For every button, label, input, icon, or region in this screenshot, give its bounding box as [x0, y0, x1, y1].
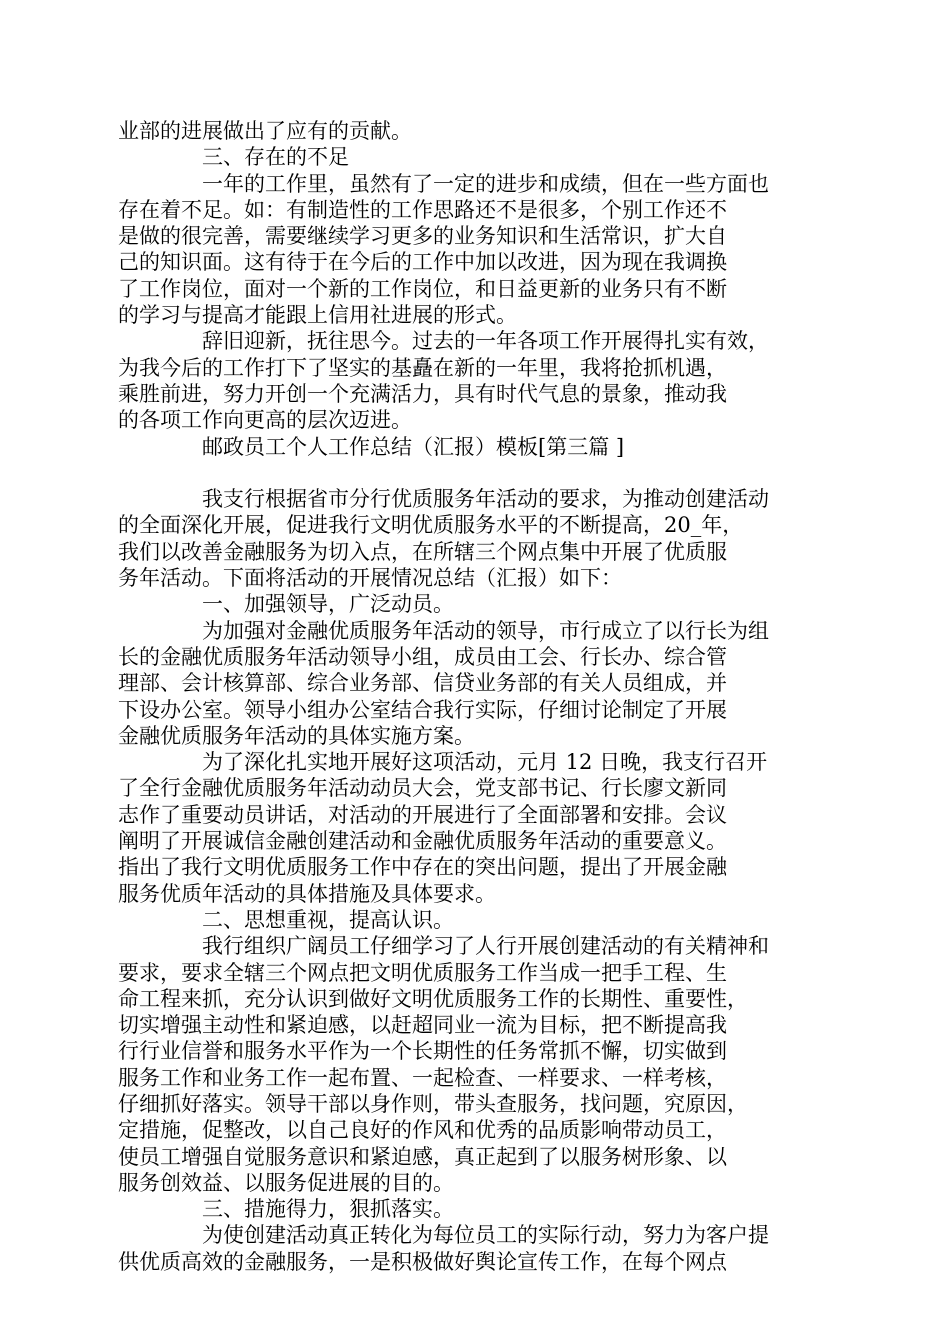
- text-line: 己的知识面。这有待于在今后的工作中加以改进，因为现在我调换: [118, 250, 727, 275]
- text-line: 使员工增强自觉服务意识和紧迫感，真正起到了以服务树形象、以: [118, 1144, 727, 1169]
- text-line: 了全行金融优质服务年活动动员大会，党支部书记、行长廖文新同: [118, 776, 727, 801]
- text-line: 定措施，促整改，以自己良好的作风和优秀的品质影响带动员工，: [118, 1118, 727, 1143]
- blank-line: [118, 460, 808, 486]
- text-line: 我行组织广阔员工仔细学习了人行开展创建活动的有关精神和: [202, 934, 769, 959]
- text-line: 为加强对金融优质服务年活动的领导，市行成立了以行长为组: [202, 618, 769, 643]
- text-line: 长的金融优质服务年活动领导小组，成员由工会、行长办、综合管: [118, 644, 727, 669]
- text-line: 一年的工作里，虽然有了一定的进步和成绩，但在一些方面也: [202, 171, 769, 196]
- text-line: 的全面深化开展，促进我行文明优质服务水平的不断提高，20_年，: [118, 513, 744, 538]
- text-line: 的学习与提高才能跟上信用社进展的形式。: [118, 303, 517, 328]
- text-line: 服务优质年活动的具体措施及具体要求。: [118, 881, 496, 906]
- text-line: 志作了重要动员讲话，对活动的开展进行了全面部署和安排。会议: [118, 802, 727, 827]
- text-line: 乘胜前进，努力开创一个充满活力，具有时代气息的景象，推动我: [118, 381, 727, 406]
- text-line: 的各项工作向更高的层次迈进。: [118, 408, 412, 433]
- text-line: 切实增强主动性和紧迫感，以赶超同业一流为目标，把不断提高我: [118, 1013, 727, 1038]
- text-line: 服务创效益、以服务促进展的目的。: [118, 1170, 454, 1195]
- text-line: 理部、会计核算部、综合业务部、信贷业务部的有关人员组成，并: [118, 671, 727, 696]
- text-line: 服务工作和业务工作一起布置、一起检查、一样要求、一样考核，: [118, 1065, 727, 1090]
- text-line: 存在着不足。如：有制造性的工作思路还不是很多，个别工作还不: [118, 197, 727, 222]
- text-line: 邮政员工个人工作总结（汇报）模板[第三篇 ]: [202, 434, 625, 459]
- text-line: 为使创建活动真正转化为每位员工的实际行动，努力为客户提: [202, 1223, 769, 1248]
- text-line: 仔细抓好落实。领导干部以身作则，带头查服务，找问题，究原因，: [118, 1091, 748, 1116]
- text-line: 指出了我行文明优质服务工作中存在的突出问题，提出了开展金融: [118, 855, 727, 880]
- text-line: 命工程来抓，充分认识到做好文明优质服务工作的长期性、重要性，: [118, 986, 748, 1011]
- text-line: 我支行根据省市分行优质服务年活动的要求，为推动创建活动: [202, 487, 769, 512]
- text-line: 我们以改善金融服务为切入点，在所辖三个网点集中开展了优质服: [118, 539, 727, 564]
- text-line: 金融优质服务年活动的具体实施方案。: [118, 723, 475, 748]
- text-line: 三、存在的不足: [202, 145, 349, 170]
- text-line: 阐明了开展诚信金融创建活动和金融优质服务年活动的重要意义。: [118, 829, 727, 854]
- text-line: 行行业信誉和服务水平作为一个长期性的任务常抓不懈，切实做到: [118, 1039, 727, 1064]
- text-line: 一、加强领导，广泛动员。: [202, 592, 454, 617]
- text-line: 辞旧迎新，抚往思今。过去的一年各项工作开展得扎实有效，: [202, 329, 769, 354]
- document-page: [118, 118, 808, 1275]
- text-line: 为我今后的工作打下了坚实的基矗在新的一年里，我将抢抓机遇，: [118, 355, 727, 380]
- text-line: 为了深化扎实地开展好这项活动，元月 12 日晚，我支行召开: [202, 750, 768, 775]
- text-line: 供优质高效的金融服务，一是积极做好舆论宣传工作，在每个网点: [118, 1249, 727, 1274]
- text-line: 三、措施得力，狠抓落实。: [202, 1197, 454, 1222]
- text-line: 业部的进展做出了应有的贡献。: [118, 119, 412, 143]
- text-line: 要求，要求全辖三个网点把文明优质服务工作当成一把手工程、生: [118, 960, 727, 985]
- text-line: 下设办公室。领导小组办公室结合我行实际，仔细讨论制定了开展: [118, 697, 727, 722]
- text-line: 务年活动。下面将活动的开展情况总结（汇报）如下：: [118, 566, 622, 591]
- text-line: 二、思想重视，提高认识。: [202, 907, 454, 932]
- text-line: 是做的很完善，需要继续学习更多的业务知识和生活常识，扩大自: [118, 224, 727, 249]
- text-line: 了工作岗位，面对一个新的工作岗位，和日益更新的业务只有不断: [118, 276, 727, 301]
